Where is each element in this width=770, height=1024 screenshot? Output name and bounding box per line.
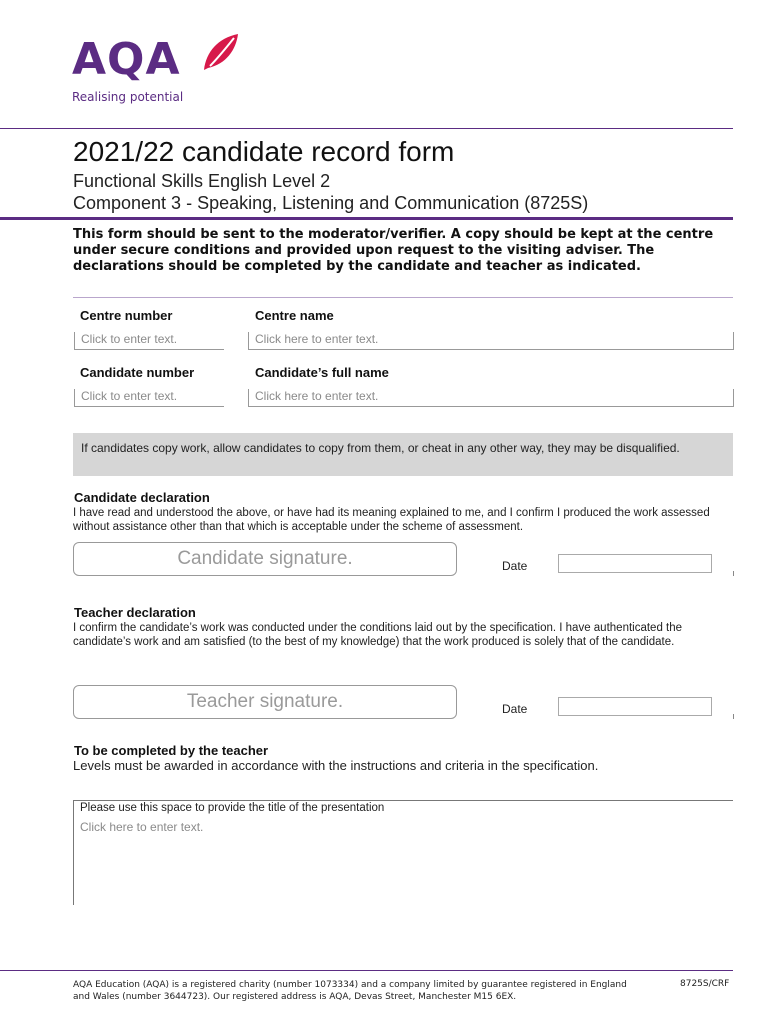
teacher-date-label: Date [502,702,528,716]
teacher-declaration-heading: Teacher declaration [74,605,196,620]
candidate-signature-field[interactable]: Candidate signature. [73,542,457,576]
title-divider [0,217,733,220]
teacher-declaration-text: I confirm the candidate’s work was conducted under the conditions laid out by the specification. I have authenticated the candidate’s work and am satisfied (to the best of my knowledge) that the work produced is solely that of the candidate. [73,622,683,648]
intro-divider [73,297,733,298]
centre-number-label: Centre number [80,308,173,323]
presentation-title-field[interactable]: Click here to enter text. [80,820,204,834]
candidate-name-label: Candidate’s full name [255,365,389,380]
disqualification-warning: If candidates copy work, allow candidates to copy from them, or cheat in any other way, they may be disqualified. [73,433,733,476]
form-code: 8725S/CRF [680,979,730,989]
footer-divider [0,970,733,971]
teacher-signature-field[interactable]: Teacher signature. [73,685,457,719]
centre-name-label: Centre name [255,308,334,323]
qualification-subtitle: Functional Skills English Level 2 [73,171,331,191]
field-corner-mark [733,571,734,576]
centre-name-field[interactable]: Click here to enter text. [248,332,734,350]
aqa-logo-text: AQA [72,34,181,85]
candidate-date-label: Date [502,559,528,573]
presentation-title-box [73,800,733,905]
candidate-number-label: Candidate number [80,365,195,380]
aqa-tagline: Realising potential [72,90,184,104]
teacher-section-instructions: Levels must be awarded in accordance with the instructions and criteria in the specification. [73,758,599,773]
candidate-number-field[interactable]: Click to enter text. [74,389,224,407]
page-title: 2021/22 candidate record form [73,136,455,167]
candidate-declaration-heading: Candidate declaration [74,490,210,505]
header-divider [0,128,733,129]
candidate-date-field[interactable] [558,554,712,573]
centre-number-field[interactable]: Click to enter text. [74,332,224,350]
presentation-title-label: Please use this space to provide the title of the presentation [80,802,385,814]
teacher-section-heading: To be completed by the teacher [74,743,269,758]
field-corner-mark [733,714,734,719]
component-subtitle: Component 3 - Speaking, Listening and Communication (8725S) [73,193,589,213]
candidate-name-field[interactable]: Click here to enter text. [248,389,734,407]
candidate-declaration-text: I have read and understood the above, or have had its meaning explained to me, and I confirm I produced the work assessed without assistance other than that which is acceptable under the scheme of assessment. [73,507,710,533]
footer-legal-text: AQA Education (AQA) is a registered charity (number 1073334) and a company limited by guarantee registered in England and Wales (number 3644723). Our registered address is AQA, Devas Street, Manchester M15 6EX. [73,980,627,1002]
teacher-date-field[interactable] [558,697,712,716]
aqa-leaf-logo-icon [200,32,242,72]
intro-instructions: This form should be sent to the moderator/verifier. A copy should be kept at the centre under secure conditions and provided upon request to the visiting adviser. The declarations should be completed by the candidate and teacher as indicated. [73,227,714,274]
